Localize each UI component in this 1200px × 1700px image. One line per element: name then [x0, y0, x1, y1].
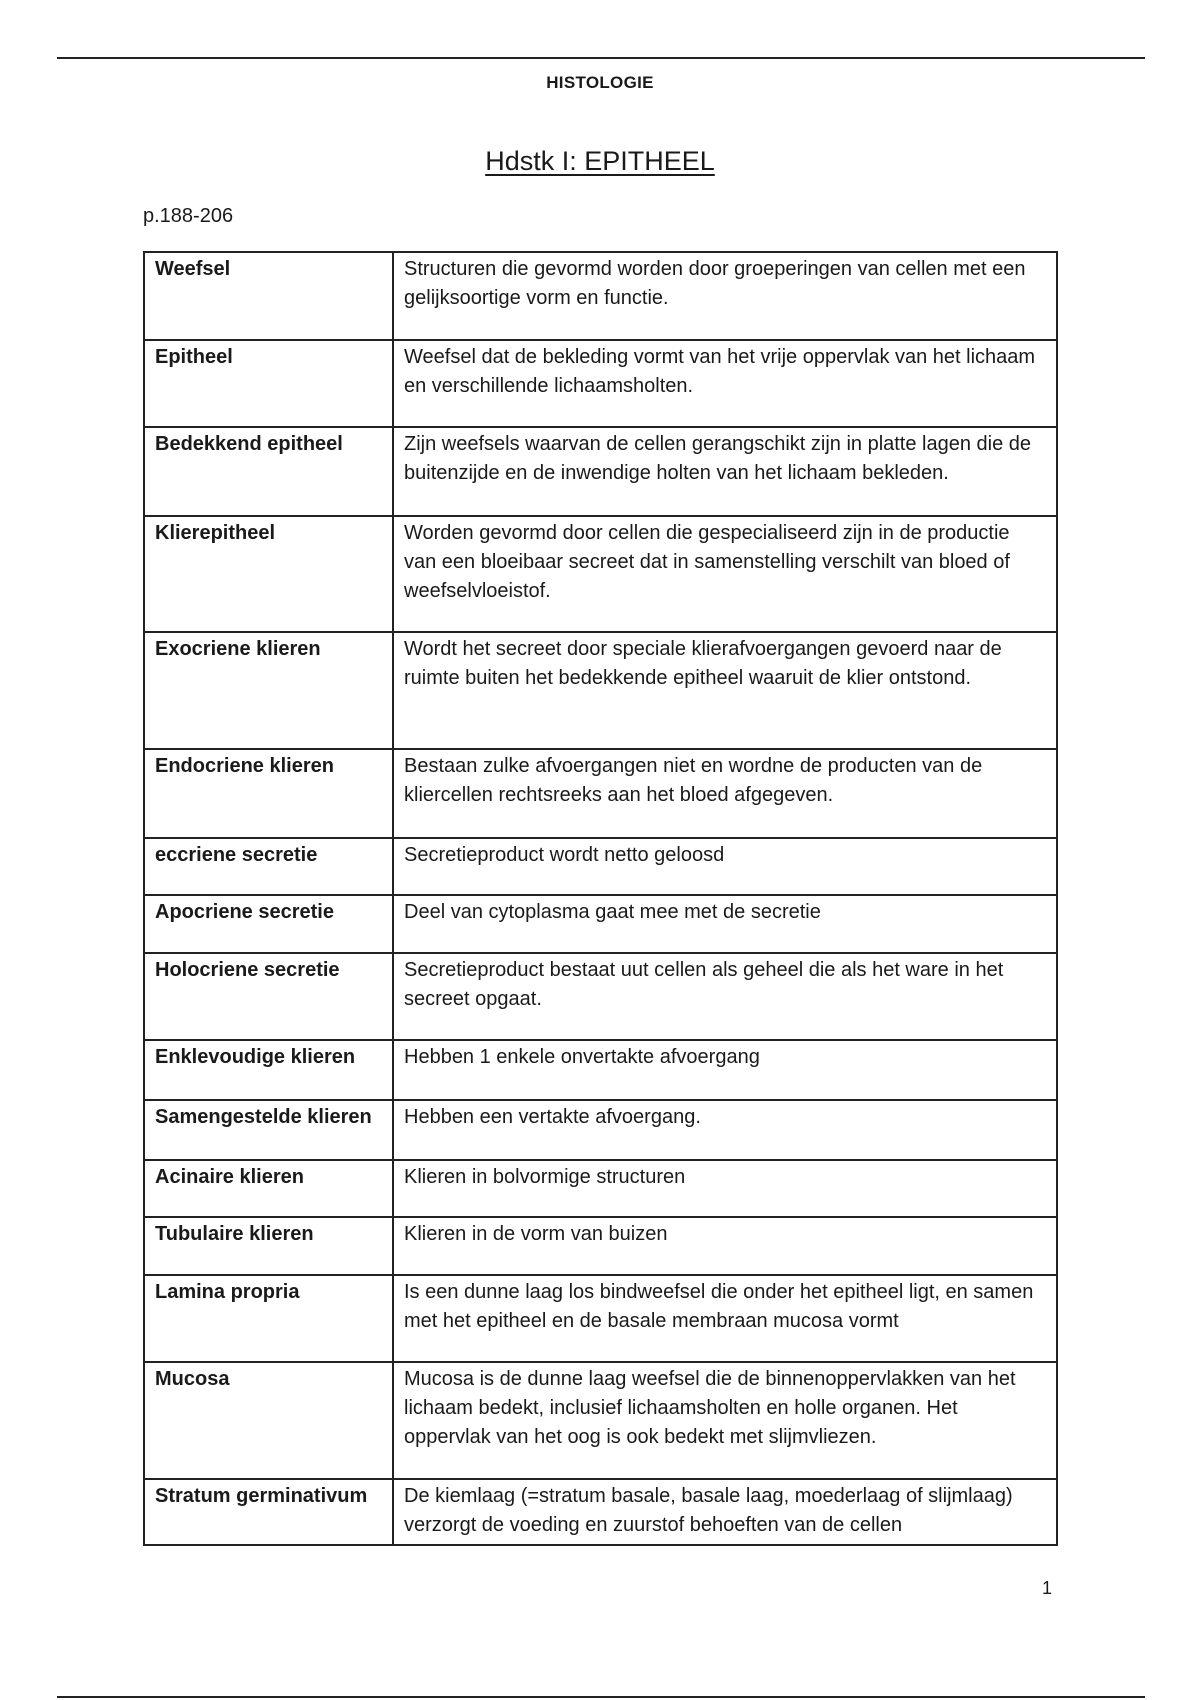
term-cell: Stratum germinativum: [144, 1479, 393, 1545]
term-cell: Klierepitheel: [144, 516, 393, 632]
term-cell: Lamina propria: [144, 1275, 393, 1362]
table-row: [144, 1160, 1057, 1217]
definition-cell: Zijn weefsels waarvan de cellen gerangschikt zijn in platte lagen die de buitenzijde en de inwendige holten van het lichaam bekleden.: [393, 427, 1057, 516]
table-row: [144, 427, 1057, 516]
term-cell: Tubulaire klieren: [144, 1217, 393, 1275]
term-cell: Enklevoudige klieren: [144, 1040, 393, 1100]
table-row: [144, 1100, 1057, 1160]
term-cell: Bedekkend epitheel: [144, 427, 393, 516]
table-row: [144, 749, 1057, 838]
term-cell: Exocriene klieren: [144, 632, 393, 749]
table-row: [144, 1362, 1057, 1479]
definition-cell: Wordt het secreet door speciale klierafvoergangen gevoerd naar de ruimte buiten het bedekkende epitheel waaruit de klier ontstond.: [393, 632, 1057, 749]
table-row: [144, 895, 1057, 953]
definition-cell: Worden gevormd door cellen die gespecialiseerd zijn in de productie van een bloeibaar secreet dat in samenstelling verschilt van bloed of weefselvloeistof.: [393, 516, 1057, 632]
term-cell: Weefsel: [144, 252, 393, 340]
table-row: [144, 1217, 1057, 1275]
table-row: [144, 1479, 1057, 1545]
document-header: HISTOLOGIE: [546, 73, 654, 92]
definition-cell: Bestaan zulke afvoergangen niet en wordne de producten van de kliercellen rechtsreeks aan het bloed afgegeven.: [393, 749, 1057, 838]
table-row: [144, 252, 1057, 340]
table-row: [144, 1275, 1057, 1362]
definition-cell: De kiemlaag (=stratum basale, basale laag, moederlaag of slijmlaag) verzorgt de voeding en zuurstof behoeften van de cellen: [393, 1479, 1057, 1545]
page-reference: p.188-206: [143, 205, 234, 227]
table-row: [144, 516, 1057, 632]
definition-cell: Structuren die gevormd worden door groeperingen van cellen met een gelijksoortige vorm en functie.: [393, 252, 1057, 340]
term-cell: eccriene secretie: [144, 838, 393, 895]
table-row: [144, 838, 1057, 895]
definition-cell: Mucosa is de dunne laag weefsel die de binnenoppervlakken van het lichaam bedekt, inclusief lichaamsholten en holle organen. Het oppervlak van het oog is ook bedekt met slijmvliezen.: [393, 1362, 1057, 1479]
term-cell: Endocriene klieren: [144, 749, 393, 838]
definition-cell: Is een dunne laag los bindweefsel die onder het epitheel ligt, en samen met het epitheel en de basale membraan mucosa vormt: [393, 1275, 1057, 1362]
page-number: 1: [1042, 1578, 1053, 1598]
term-cell: Holocriene secretie: [144, 953, 393, 1040]
term-cell: Acinaire klieren: [144, 1160, 393, 1217]
table-row: [144, 340, 1057, 427]
table-row: [144, 953, 1057, 1040]
definition-cell: Secretieproduct wordt netto geloosd: [393, 838, 1057, 895]
term-cell: Mucosa: [144, 1362, 393, 1479]
footer-rule: [57, 1696, 1145, 1698]
definition-cell: Secretieproduct bestaat uut cellen als geheel die als het ware in het secreet opgaat.: [393, 953, 1057, 1040]
definition-cell: Deel van cytoplasma gaat mee met de secretie: [393, 895, 1057, 953]
definition-cell: Klieren in bolvormige structuren: [393, 1160, 1057, 1217]
header-rule: [57, 57, 1145, 59]
table-row: [144, 1040, 1057, 1100]
table-row: [144, 632, 1057, 749]
term-cell: Samengestelde klieren: [144, 1100, 393, 1160]
term-cell: Epitheel: [144, 340, 393, 427]
definition-cell: Hebben een vertakte afvoergang.: [393, 1100, 1057, 1160]
chapter-title: Hdstk I: EPITHEEL: [485, 146, 715, 176]
term-cell: Apocriene secretie: [144, 895, 393, 953]
definition-cell: Klieren in de vorm van buizen: [393, 1217, 1057, 1275]
definition-cell: Weefsel dat de bekleding vormt van het vrije oppervlak van het lichaam en verschillende lichaamsholten.: [393, 340, 1057, 427]
definitions-table: [143, 251, 1058, 1546]
definition-cell: Hebben 1 enkele onvertakte afvoergang: [393, 1040, 1057, 1100]
